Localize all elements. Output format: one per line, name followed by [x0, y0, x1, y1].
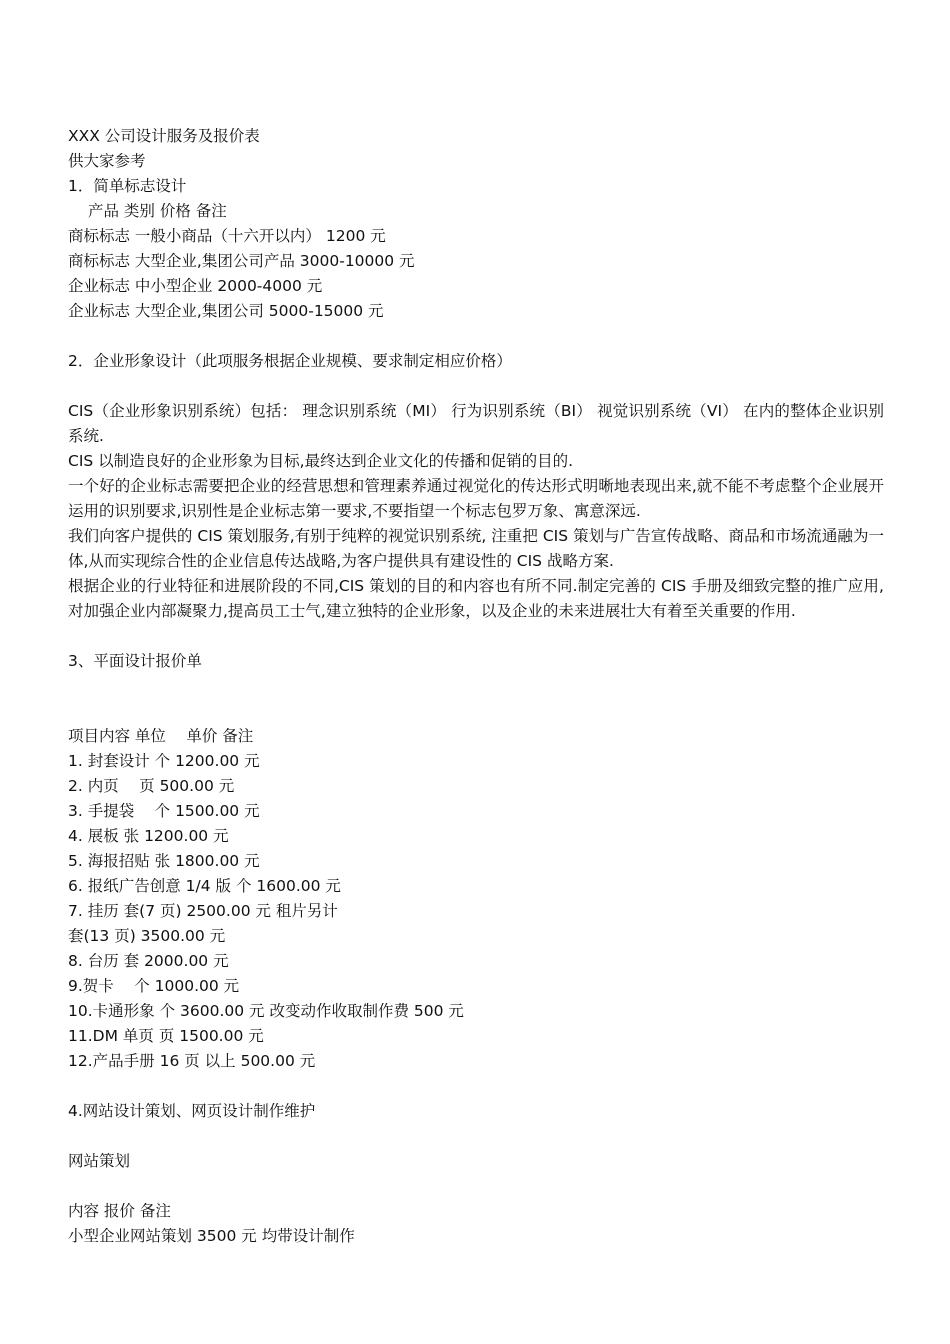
section4-heading: 4.网站设计策划、网页设计制作维护 [68, 1102, 316, 1120]
section3-row: 5. 海报招贴 张 1800.00 元 [68, 852, 260, 870]
section3-row: 套(13 页) 3500.00 元 [68, 927, 226, 945]
section3-row: 4. 展板 张 1200.00 元 [68, 827, 229, 845]
section2-paragraph: CIS（企业形象识别系统）包括： 理念识别系统（MI） 行为识别系统（BI） 视觉识别系统（VI） 在内的整体企业识别系统. [68, 402, 884, 445]
section2-heading: 2．企业形象设计（此项服务根据企业规模、要求制定相应价格） [68, 352, 512, 370]
section1-row: 商标标志 大型企业,集团公司产品 3000-10000 元 [68, 252, 415, 270]
section3-row: 2. 内页 页 500.00 元 [68, 777, 235, 795]
spacer [68, 624, 884, 649]
section4-row: 小型企业网站策划 3500 元 均带设计制作 [68, 1227, 355, 1245]
section3-heading: 3、平面设计报价单 [68, 652, 202, 670]
section3-row: 6. 报纸广告创意 1/4 版 个 1600.00 元 [68, 877, 341, 895]
section4-subheading: 网站策划 [68, 1152, 131, 1170]
section2-paragraph: CIS 以制造良好的企业形象为目标,最终达到企业文化的传播和促销的目的. [68, 452, 574, 470]
section3-row: 9.贺卡 个 1000.00 元 [68, 977, 240, 995]
document-subtitle: 供大家参考 [68, 152, 146, 170]
section3-row: 1. 封套设计 个 1200.00 元 [68, 752, 260, 770]
section3-row: 12.产品手册 16 页 以上 500.00 元 [68, 1052, 316, 1070]
spacer [68, 1124, 884, 1149]
section3-row: 11.DM 单页 页 1500.00 元 [68, 1027, 264, 1045]
section3-row: 3. 手提袋 个 1500.00 元 [68, 802, 260, 820]
section3-table-header: 项目内容 单位 单价 备注 [68, 727, 254, 745]
section3-row: 10.卡通形象 个 3600.00 元 改变动作收取制作费 500 元 [68, 1002, 464, 1020]
document-title: XXX 公司设计服务及报价表 [68, 127, 260, 145]
section1-row: 企业标志 中小型企业 2000-4000 元 [68, 277, 323, 295]
spacer [68, 324, 884, 349]
section2-paragraph: 一个好的企业标志需要把企业的经营思想和管理素养通过视觉化的传达形式明晰地表现出来,就不能不考虑整个企业展开运用的识别要求,识别性是企业标志第一要求,不要指望一个标志包罗万象、寓意深远. [68, 477, 884, 520]
section1-table-header: 产品 类别 价格 备注 [88, 202, 227, 220]
section2-paragraph: 根据企业的行业特征和进展阶段的不同,CIS 策划的目的和内容也有所不同.制定完善的 CIS 手册及细致完整的推广应用, 对加强企业内部凝聚力,提高员工士气,建立独特的企业形象，以及企业的未来进展壮大有着至关重要的作用. [68, 577, 884, 620]
section3-row: 7. 挂历 套(7 页) 2500.00 元 租片另计 [68, 902, 338, 920]
section4-table-header: 内容 报价 备注 [68, 1202, 171, 1220]
spacer [68, 374, 884, 399]
section1-row: 商标标志 一般小商品（十六开以内） 1200 元 [68, 227, 386, 245]
section1-row: 企业标志 大型企业,集团公司 5000-15000 元 [68, 302, 384, 320]
spacer [68, 1074, 884, 1099]
section1-heading: 1．简单标志设计 [68, 177, 187, 195]
spacer [68, 674, 884, 724]
section2-paragraph: 我们向客户提供的 CIS 策划服务,有别于纯粹的视觉识别系统, 注重把 CIS 策划与广告宣传战略、商品和市场流通融为一体,从而实现综合性的企业信息传达战略,为客户提供具有建设性的 CIS 战略方案. [68, 527, 884, 570]
section3-row: 8. 台历 套 2000.00 元 [68, 952, 229, 970]
spacer [68, 1174, 884, 1199]
